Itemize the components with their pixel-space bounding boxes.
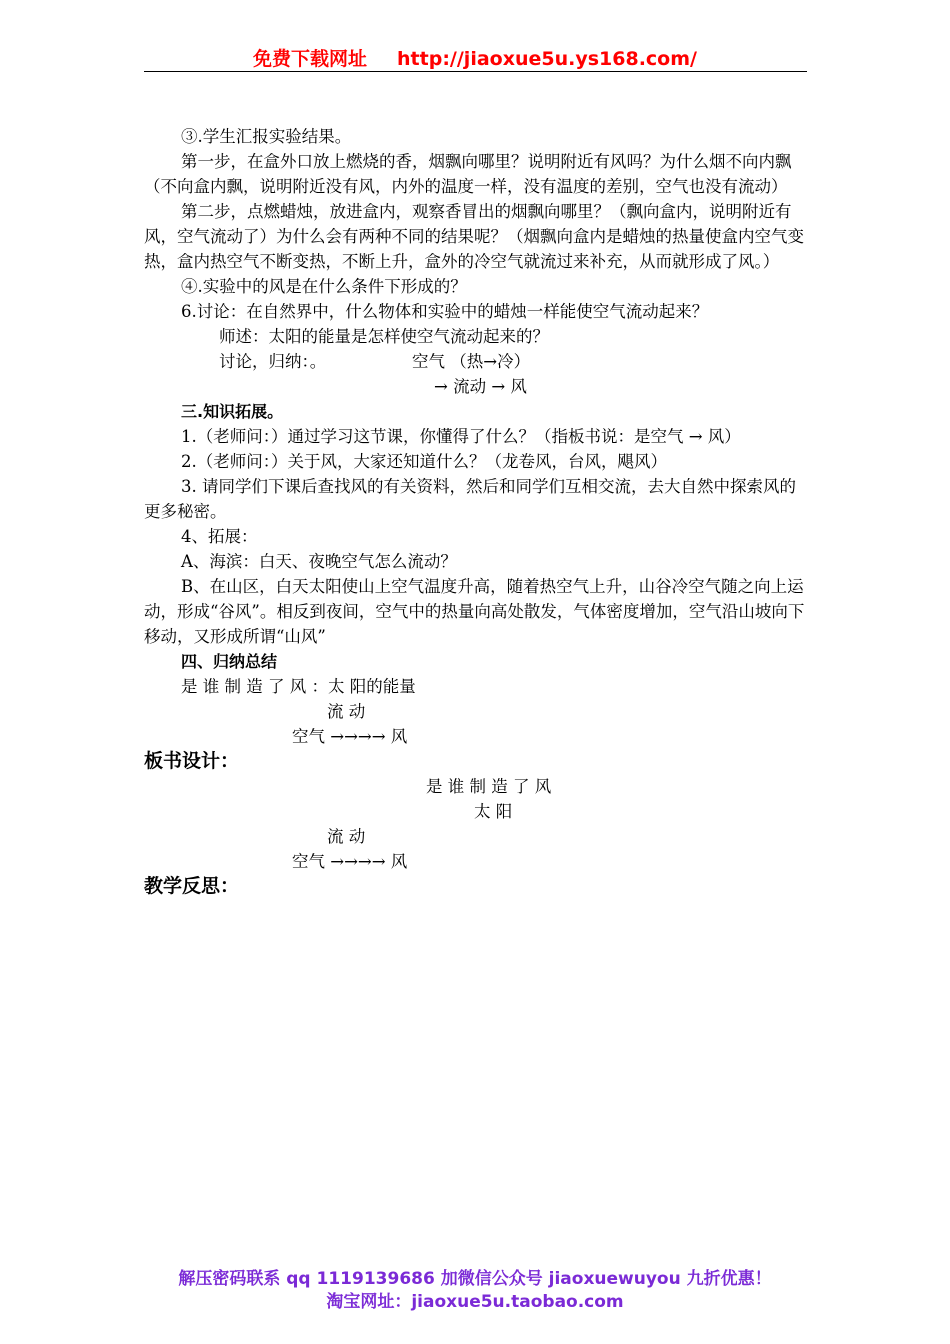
summary-label: 讨论，归纳：。	[219, 352, 327, 371]
section-4-title: 四、归纳总结	[181, 652, 278, 671]
extension-item-3: 3. 请同学们下课后查找风的有关资料，然后和同学们互相交流，去大自然中探索风的更多秘密。	[144, 477, 796, 521]
summary-row	[144, 349, 807, 374]
board-air-to-wind: 空气 →→→→ 风	[292, 852, 408, 871]
board-flow-row	[144, 824, 807, 849]
board-air-row	[144, 849, 807, 874]
summary-who-made-wind: 是 谁 制 造 了 风 ：太 阳的能量	[181, 677, 416, 696]
teacher-narration-row	[144, 324, 807, 349]
section-3-title: 三.知识拓展。	[181, 402, 284, 421]
board-flow-label: 流 动	[327, 827, 366, 846]
extension-item-2: 2.（老师问：）关于风，大家还知道什么？（龙卷风，台风，飓风）	[181, 452, 667, 471]
extension-item-b: B、在山区，白天太阳使山上空气温度升高，随着热空气上升，山谷冷空气随之向上运动，形成“谷风”。相反到夜间，空气中的热量向高处散发，气体密度增加，空气沿山坡向下移动，又形成所谓“山风”	[144, 577, 805, 646]
extension-item-1: 1.（老师问：）通过学习这节课，你懂得了什么？（指板书说：是空气 → 风）	[181, 427, 741, 446]
summary-air-row	[144, 724, 807, 749]
reflection-title: 教学反思：	[144, 875, 240, 897]
footer-contact: 解压密码联系 qq 1119139686 加微信公众号 jiaoxuewuyou 九折优惠！	[178, 1269, 772, 1289]
step-4-question: ④.实验中的风是在什么条件下形成的？	[181, 277, 467, 296]
summary-who-row	[144, 674, 807, 699]
footer-shop-url: 淘宝网址：jiaoxue5u.taobao.com	[326, 1292, 624, 1312]
extension-item-a: A、海滨：白天、夜晚空气怎么流动？	[181, 552, 457, 571]
document-body	[144, 124, 807, 899]
flow-wind-arrow: → 流动 → 风	[434, 377, 527, 396]
summary-air-to-wind: 空气 →→→→ 风	[292, 727, 408, 746]
board-sun: 太 阳	[474, 802, 513, 821]
discussion-line: 6.讨论：在自然界中，什么物体和实验中的蜡烛一样能使空气流动起来？	[181, 302, 709, 321]
flow-row	[144, 374, 807, 399]
board-sun-row	[144, 799, 807, 824]
header-label: 免费下载网址	[253, 48, 368, 70]
header-url: http://jiaoxue5u.ys168.com/	[397, 48, 697, 70]
step-one-paragraph: 第一步，在盒外口放上燃烧的香，烟飘向哪里？说明附近有风吗？为什么烟不向内飘（不向盒内飘，说明附近没有风，内外的温度一样，没有温度的差别，空气也没有流动）	[144, 152, 792, 196]
step-3-heading: ③.学生汇报实验结果。	[181, 127, 352, 146]
summary-flow-row	[144, 699, 807, 724]
board-who-made-wind: 是 谁 制 造 了 风	[426, 777, 552, 796]
board-title-row	[144, 774, 807, 799]
teacher-narration: 师述：太阳的能量是怎样使空气流动起来的？	[219, 327, 549, 346]
extension-item-4: 4、拓展：	[181, 527, 258, 546]
page-header	[0, 44, 950, 71]
air-hot-cold: 空气 （热→冷）	[412, 352, 531, 371]
step-two-paragraph: 第二步，点燃蜡烛，放进盒内，观察香冒出的烟飘向哪里？（飘向盒内，说明附近有风，空气流动了）为什么会有两种不同的结果呢？（烟飘向盒内是蜡烛的热量使盒内空气变热，盒内热空气不断变热，不断上升，盒外的冷空气就流过来补充，从而就形成了风。）	[144, 202, 804, 271]
header-divider	[144, 71, 807, 72]
summary-flow-label: 流 动	[327, 702, 366, 721]
board-design-title: 板书设计：	[144, 750, 240, 772]
